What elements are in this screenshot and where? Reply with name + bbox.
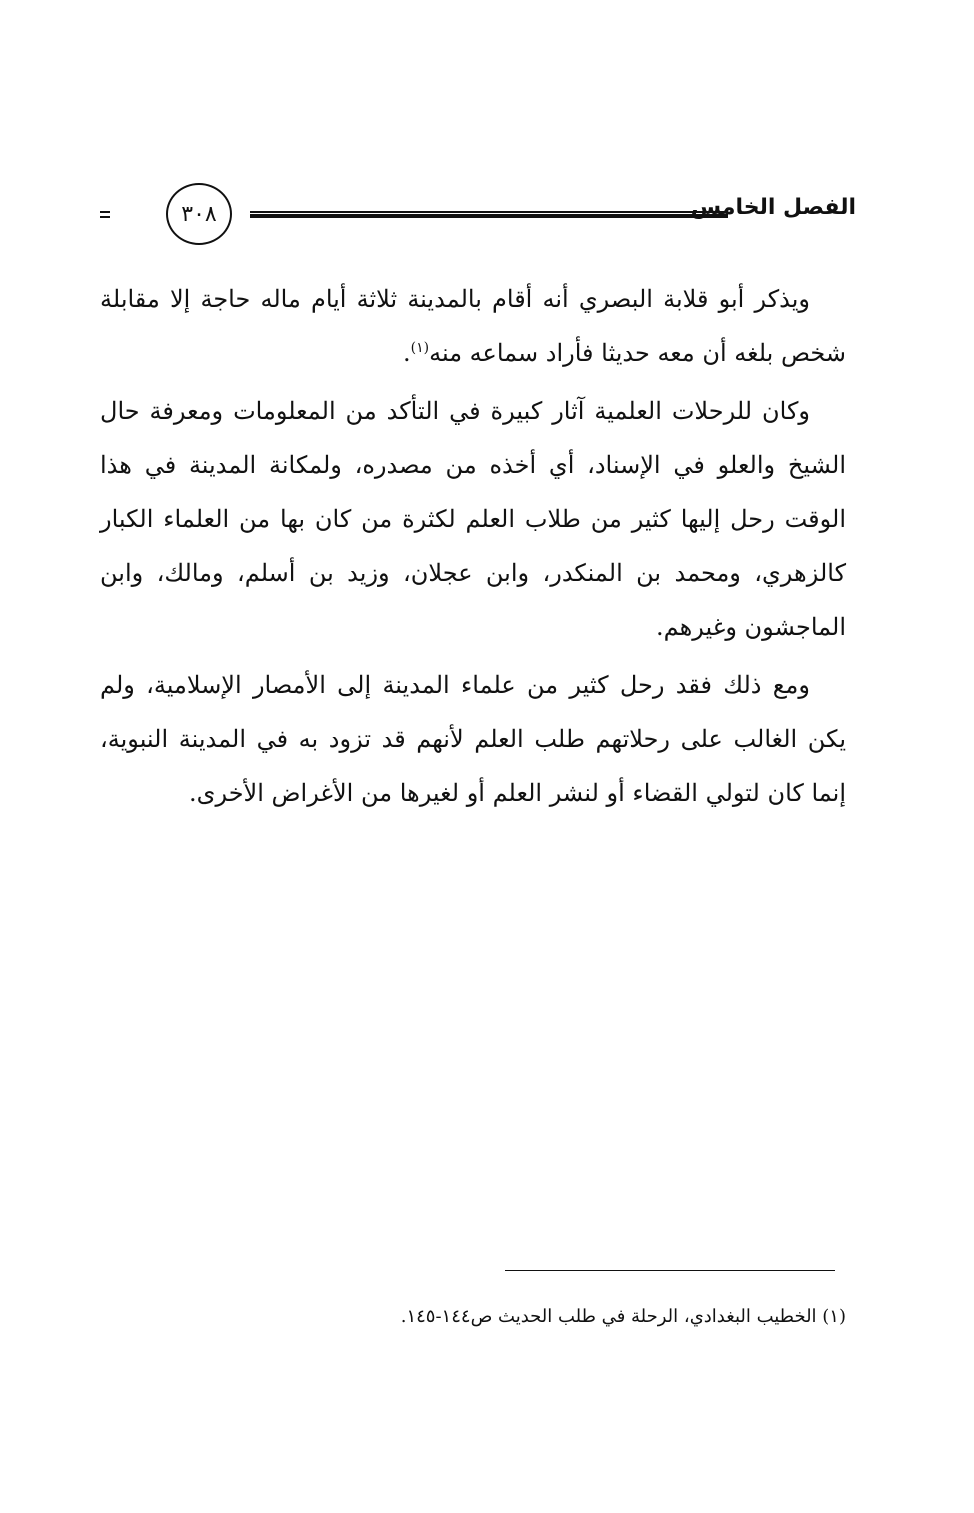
paragraph-1 [100, 272, 846, 380]
header-rule-stub [100, 211, 110, 218]
chapter-title: الفصل الخامس [690, 195, 856, 220]
footnote-separator [505, 1270, 835, 1271]
body-text [100, 272, 846, 824]
page-number: ٣٠٨ [166, 183, 232, 245]
paragraph-1-text: ويذكر أبو قلابة البصري أنه أقام بالمدينة ثلاثة أيام ماله حاجة إلا مقابلة شخص بلغه أن معه حديثا فأراد سماعه منه [100, 285, 846, 367]
paragraph-2: وكان للرحلات العلمية آثار كبيرة في التأكد من المعلومات ومعرفة حال الشيخ والعلو في الإسناد، أي أخذه من مصدره، ولمكانة المدينة في هذا الوقت رحل إليها كثير من طلاب العلم لكثرة من كان بها من العلماء الكبار كالزهري، ومحمد بن المنكدر، وابن عجلان، وزيد بن أسلم، ومالك، وابن الماجشون وغيرهم. [100, 397, 846, 641]
header-rule-center [250, 214, 728, 216]
paragraph-1-end: . [402, 339, 411, 367]
footnote: (١) الخطيب البغدادي، الرحلة في طلب الحديث ص١٤٤-١٤٥. [400, 1306, 846, 1327]
footnote-reference: (١) [410, 340, 430, 356]
paragraph-3: ومع ذلك فقد رحل كثير من علماء المدينة إلى الأمصار الإسلامية، ولم يكن الغالب على رحلاتهم طلب العلم لأنهم قد تزود به في المدينة النبوية، إنما كان لتولي القضاء أو لنشر العلم أو لغيرها من الأغراض الأخرى. [100, 671, 846, 807]
page-header [100, 183, 856, 245]
